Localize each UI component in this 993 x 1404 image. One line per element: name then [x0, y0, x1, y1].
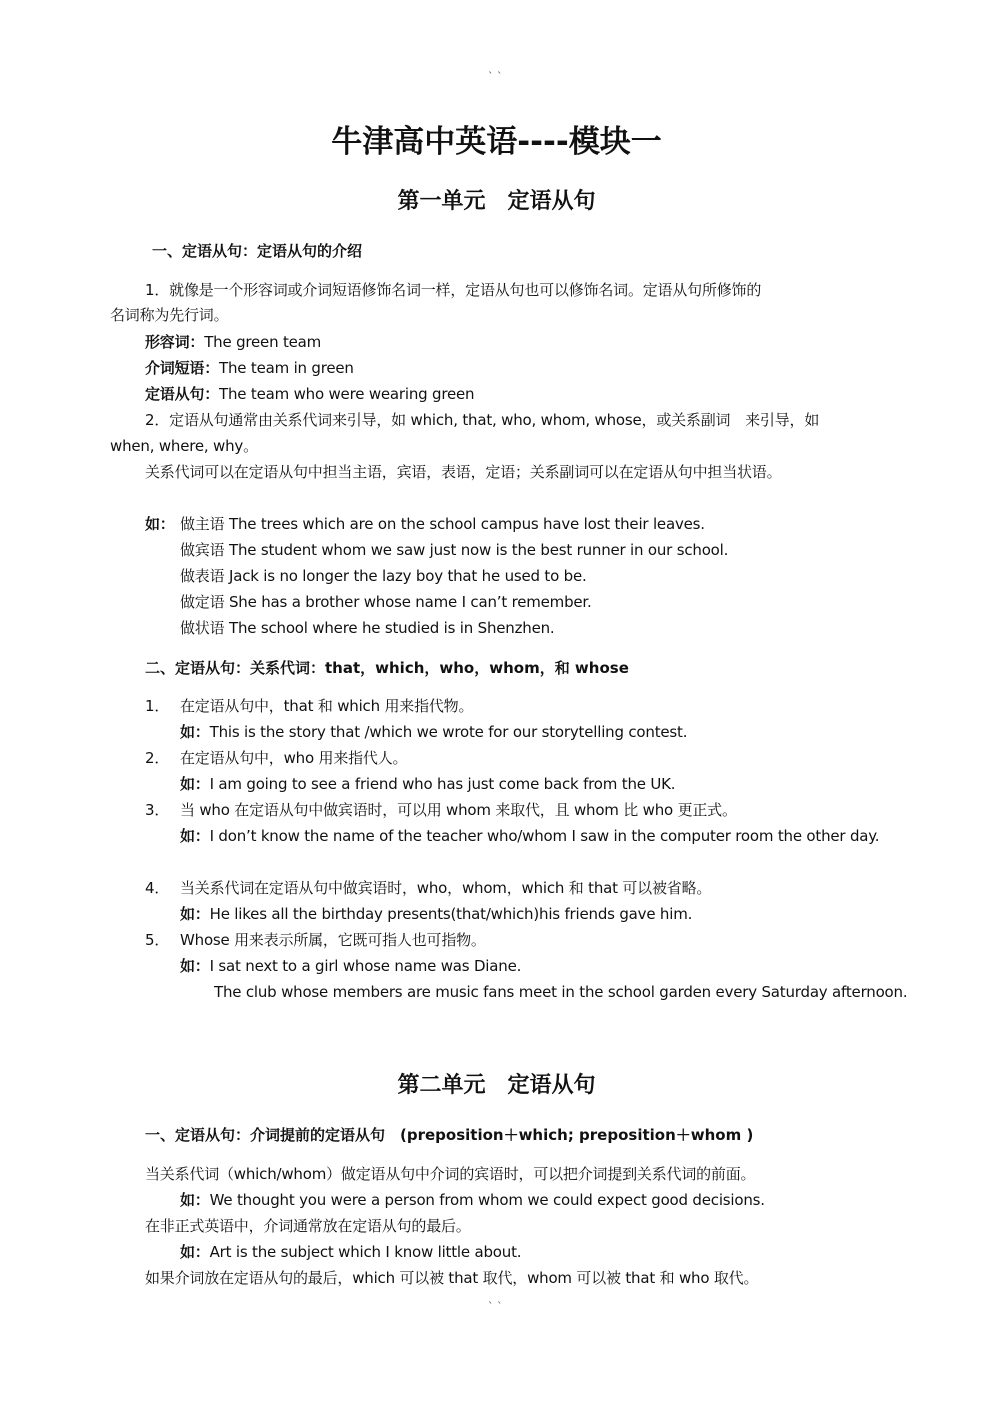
role-sentence: The student whom we saw just now is the best runner in our school.: [228, 541, 729, 559]
example-sentence: Art is the subject which I know little about.: [209, 1243, 522, 1261]
adjective-example: [145, 332, 321, 352]
unit2-line-1: 当关系代词（which/whom）做定语从句中介词的宾语时，可以把介词提到关系代词的前面。: [145, 1165, 756, 1183]
unit1-section2-heading: 二、定语从句：关系代词：that，which，who，whom，和 whose: [145, 659, 629, 677]
example-sentence: I don’t know the name of the teacher who/whom I saw in the computer room the other day.: [209, 827, 880, 845]
example-label: 如：: [180, 775, 210, 793]
example-label: 如：: [180, 957, 210, 975]
item-1-example: [180, 722, 687, 742]
role-example-5: [180, 618, 555, 638]
paragraph-3: 关系代词可以在定语从句中担当主语，宾语，表语，定语；关系副词可以在定语从句中担当状语。: [145, 463, 782, 481]
item-5-example-2: The club whose members are music fans meet in the school garden every Saturday afternoon.: [214, 983, 908, 1001]
example-label: 如：: [180, 1243, 210, 1261]
adjective-text: The green team: [204, 333, 322, 351]
role-example-4: [180, 592, 592, 612]
examples-label: 如：: [145, 515, 175, 533]
example-sentence: He likes all the birthday presents(that/which)his friends gave him.: [209, 905, 693, 923]
role-sentence: Jack is no longer the lazy boy that he used to be.: [228, 567, 587, 585]
role-label: 做状语: [180, 619, 225, 637]
unit2-section1-heading: 一、定语从句：介词提前的定语从句 (preposition＋which; preposition＋whom ): [145, 1126, 754, 1144]
role-sentence: The school where he studied is in Shenzhen.: [228, 619, 555, 637]
prep-phrase-example: [145, 358, 354, 378]
role-example-2: [180, 540, 728, 560]
paragraph-1-line1: 1．就像是一个形容词或介词短语修饰名词一样，定语从句也可以修饰名词。定语从句所修饰的: [145, 281, 762, 299]
role-label: 做定语: [180, 593, 225, 611]
unit2-example-1: [180, 1190, 765, 1210]
role-label: 做表语: [180, 567, 225, 585]
role-example-3: [180, 566, 587, 586]
role-example-1: [180, 514, 705, 534]
item-3-text: 当 who 在定语从句中做宾语时，可以用 whom 来取代，且 whom 比 who 更正式。: [180, 801, 737, 819]
clause-label: 定语从句：: [145, 385, 220, 403]
example-label: 如：: [180, 723, 210, 741]
item-1-text: 在定语从句中，that 和 which 用来指代物。: [180, 697, 474, 715]
role-sentence: She has a brother whose name I can’t remember.: [228, 593, 592, 611]
item-5-number: 5．: [145, 931, 170, 949]
item-4-example: [180, 904, 692, 924]
item-4-text: 当关系代词在定语从句中做宾语时，who，whom，which 和 that 可以被省略。: [180, 879, 712, 897]
item-5-example: [180, 956, 521, 976]
item-2-text: 在定语从句中，who 用来指代人。: [180, 749, 408, 767]
page-title: 牛津高中英语----模块一: [331, 124, 662, 160]
unit2-example-2: [180, 1242, 521, 1262]
prep-phrase-text: The team in green: [219, 359, 354, 377]
example-sentence: I sat next to a girl whose name was Diane.: [209, 957, 522, 975]
clause-text: The team who were wearing green: [219, 385, 475, 403]
unit2-line-2: 在非正式英语中，介词通常放在定语从句的最后。: [145, 1217, 471, 1235]
example-label: 如：: [180, 1191, 210, 1209]
prep-phrase-label: 介词短语：: [145, 359, 220, 377]
unit2-line-3: 如果介词放在定语从句的最后，which 可以被 that 取代，whom 可以被 that 和 who 取代。: [145, 1269, 759, 1287]
item-2-example: [180, 774, 675, 794]
paragraph-2-line1: 2．定语从句通常由关系代词来引导，如 which, that, who, whom, whose，或关系副词 来引导，如: [145, 411, 820, 429]
adjective-label: 形容词：: [145, 333, 205, 351]
example-label: 如：: [180, 827, 210, 845]
header-mark: ` `: [488, 70, 503, 83]
role-label: 做主语: [180, 515, 225, 533]
item-3-example: [180, 826, 879, 846]
clause-example: [145, 384, 474, 404]
paragraph-2-line2: when, where, why。: [110, 437, 258, 455]
item-3-number: 3．: [145, 801, 170, 819]
unit1-section1-heading: 一、定语从句：定语从句的介绍: [152, 242, 363, 260]
paragraph-1-line2: 名词称为先行词。: [110, 306, 229, 324]
role-sentence: The trees which are on the school campus have lost their leaves.: [228, 515, 705, 533]
item-4-number: 4．: [145, 879, 170, 897]
item-5-text: Whose 用来表示所属，它既可指人也可指物。: [180, 931, 486, 949]
unit1-title: 第一单元 定语从句: [397, 188, 596, 214]
item-2-number: 2．: [145, 749, 170, 767]
example-label: 如：: [180, 905, 210, 923]
unit2-title: 第二单元 定语从句: [397, 1072, 596, 1098]
footer-mark: ` `: [488, 1300, 503, 1313]
example-sentence: This is the story that /which we wrote for our storytelling contest.: [209, 723, 688, 741]
example-sentence: We thought you were a person from whom we could expect good decisions.: [209, 1191, 765, 1209]
role-label: 做宾语: [180, 541, 225, 559]
item-1-number: 1．: [145, 697, 170, 715]
example-sentence: I am going to see a friend who has just come back from the UK.: [209, 775, 676, 793]
